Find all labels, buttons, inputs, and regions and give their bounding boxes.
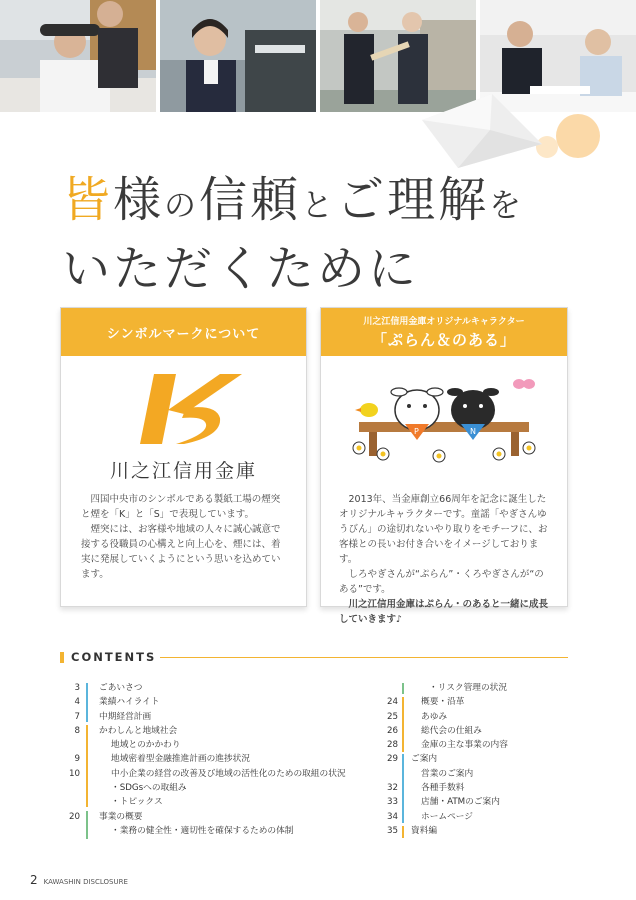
toc-item[interactable] [56,767,366,781]
headline-char: 頼 [250,172,302,228]
toc-label: 営業のご案内 [421,768,474,779]
toc-label: 中小企業の経営の改善及び地域の活性化のための取組の状況 [111,768,346,779]
toc-label: ・業務の健全性・適切性を確保するための体制 [111,825,294,836]
toc-page-number: 26 [386,725,398,736]
toc-page-number: 33 [386,797,398,808]
contents-heading-label: CONTENTS [71,650,157,664]
character-para-3: 川之江信用金庫はぷらん・のあると一緒に成長していきます♪ [339,599,549,625]
contents-heading [60,650,156,664]
headline-char: 解 [438,172,490,228]
toc-item[interactable] [56,781,366,795]
svg-text:P: P [414,427,419,436]
headline-char: を [489,186,525,224]
headline-char: 様 [113,172,165,228]
toc-label: あゆみ [421,711,448,722]
toc-page-number: 4 [74,697,80,708]
toc-page-number [374,681,403,695]
toc-label: 各種手数料 [421,783,465,794]
toc-item[interactable] [374,695,574,709]
symbol-card-header [61,308,306,356]
toc-label: ・リスク管理の状況 [429,683,508,693]
toc-page-number: 25 [386,711,398,722]
toc-page-number: 10 [68,768,80,779]
toc-item[interactable] [374,724,574,738]
page-number: 2 [30,873,38,887]
toc-label: 地域とのかかわり [111,740,181,751]
page-headline [62,168,524,301]
headline-char: 皆 [62,172,114,228]
table-of-contents-left [56,681,366,838]
toc-label: 事業の概要 [99,811,143,822]
deco-circle-large [556,114,600,158]
toc-page-number [56,824,85,838]
toc-item[interactable] [374,738,574,752]
footer-label: KAWASHIN DISCLOSURE [43,878,128,886]
toc-label: かわしんと地域社会 [99,725,178,736]
toc-label: 業績ハイライト [99,697,160,708]
character-card-subtitle: 川之江信用金庫オリジナルキャラクター [363,317,525,327]
toc-page-number: 3 [74,683,80,693]
toc-item[interactable] [56,695,366,709]
toc-item[interactable] [374,681,574,695]
toc-item[interactable] [374,710,574,724]
toc-label: ごあいさつ [99,683,143,693]
toc-item[interactable] [374,810,574,824]
flowers-icon [353,442,535,462]
headline-char: ご [336,172,388,228]
toc-item[interactable] [56,824,366,838]
headline-char: の [164,186,200,224]
bench-icon [359,422,529,432]
toc-page-number: 20 [68,811,80,822]
toc-page-number [56,781,85,795]
toc-item[interactable] [56,710,366,724]
symbol-para-1: 四国中央市のシンボルである製紙工場の煙突と煙を「K」と「S」で表現しています。 [81,494,281,520]
bird-icon [360,403,378,417]
page-footer [30,873,128,887]
toc-item[interactable] [374,752,574,766]
toc-item[interactable] [374,824,574,838]
toc-item[interactable] [56,724,366,738]
kawashin-logo [61,368,306,483]
toc-page-number: 34 [386,811,398,822]
toc-item[interactable] [56,681,366,695]
logo-wordmark: 川之江信用金庫 [109,460,257,482]
headline-char: と [301,186,337,224]
toc-page-number: 24 [386,697,398,708]
headline-char: 信 [199,172,251,228]
svg-text:N: N [470,427,476,436]
contents-heading-bar [60,652,64,663]
toc-page-number: 9 [74,754,80,765]
toc-item[interactable] [374,781,574,795]
character-card-title: 「ぷらん＆のある」 [371,331,516,349]
character-card [320,307,568,625]
toc-page-number: 29 [386,754,398,765]
ks-logo-icon [124,368,244,448]
toc-page-number [56,795,85,809]
toc-label: 概要・沿革 [421,697,465,708]
toc-item[interactable] [56,738,366,752]
headline-char: 理 [387,172,439,228]
toc-label: ・SDGsへの取組み [111,783,187,794]
symbol-card-title: シンボルマークについて [106,326,261,342]
character-para-1: 2013年、当金庫創立66周年を記念に誕生したオリジナルキャラクターです。童謡「やぎさんゆうびん」の途切れないやり取りをモチーフに、お客様との長いお付き合いをイメージしております。 [339,494,548,565]
table-of-contents-right [374,681,574,838]
character-para-2: しろやぎさんが“ぷらん”・くろやぎさんが“のある”です。 [339,569,544,595]
symbol-mark-card [60,307,307,607]
toc-item[interactable] [56,810,366,824]
toc-label: 金庫の主な事業の内容 [421,740,508,751]
toc-label: 中期経営計画 [99,711,152,722]
toc-page-number [374,767,403,781]
toc-item[interactable] [374,795,574,809]
photo-office-desk [0,0,156,112]
toc-label: ・トピックス [111,797,163,808]
toc-label: 総代会の仕組み [421,725,482,736]
deco-envelope-graphic [418,90,558,176]
headline-line-2: いただくために [62,241,420,297]
toc-page-number [56,738,85,752]
contents-divider [160,657,568,658]
toc-page-number: 8 [74,725,80,736]
toc-item[interactable] [56,795,366,809]
toc-label: 資料編 [411,825,438,836]
toc-item[interactable] [374,767,574,781]
toc-page-number: 28 [386,740,398,751]
toc-label: ご案内 [411,754,438,765]
toc-label: 地域密着型金融推進計画の進捗状況 [111,754,250,765]
toc-page-number: 7 [74,711,80,722]
character-illustration [339,370,549,484]
photo-staff-smiling [160,0,316,112]
symbol-para-2: 煙突には、お客様や地域の人々に誠心誠意で接する役職員の心構えと向上心を、煙には、着実に発展していくようにという思いを込めています。 [81,524,281,580]
character-card-description [339,492,551,627]
toc-page-number: 32 [386,783,398,794]
toc-label: 店舗・ATMのご案内 [421,797,500,808]
symbol-card-description [81,492,289,582]
character-card-header [321,308,567,356]
toc-page-number: 35 [386,825,398,836]
toc-label: ホームページ [421,811,473,822]
toc-item[interactable] [56,752,366,766]
